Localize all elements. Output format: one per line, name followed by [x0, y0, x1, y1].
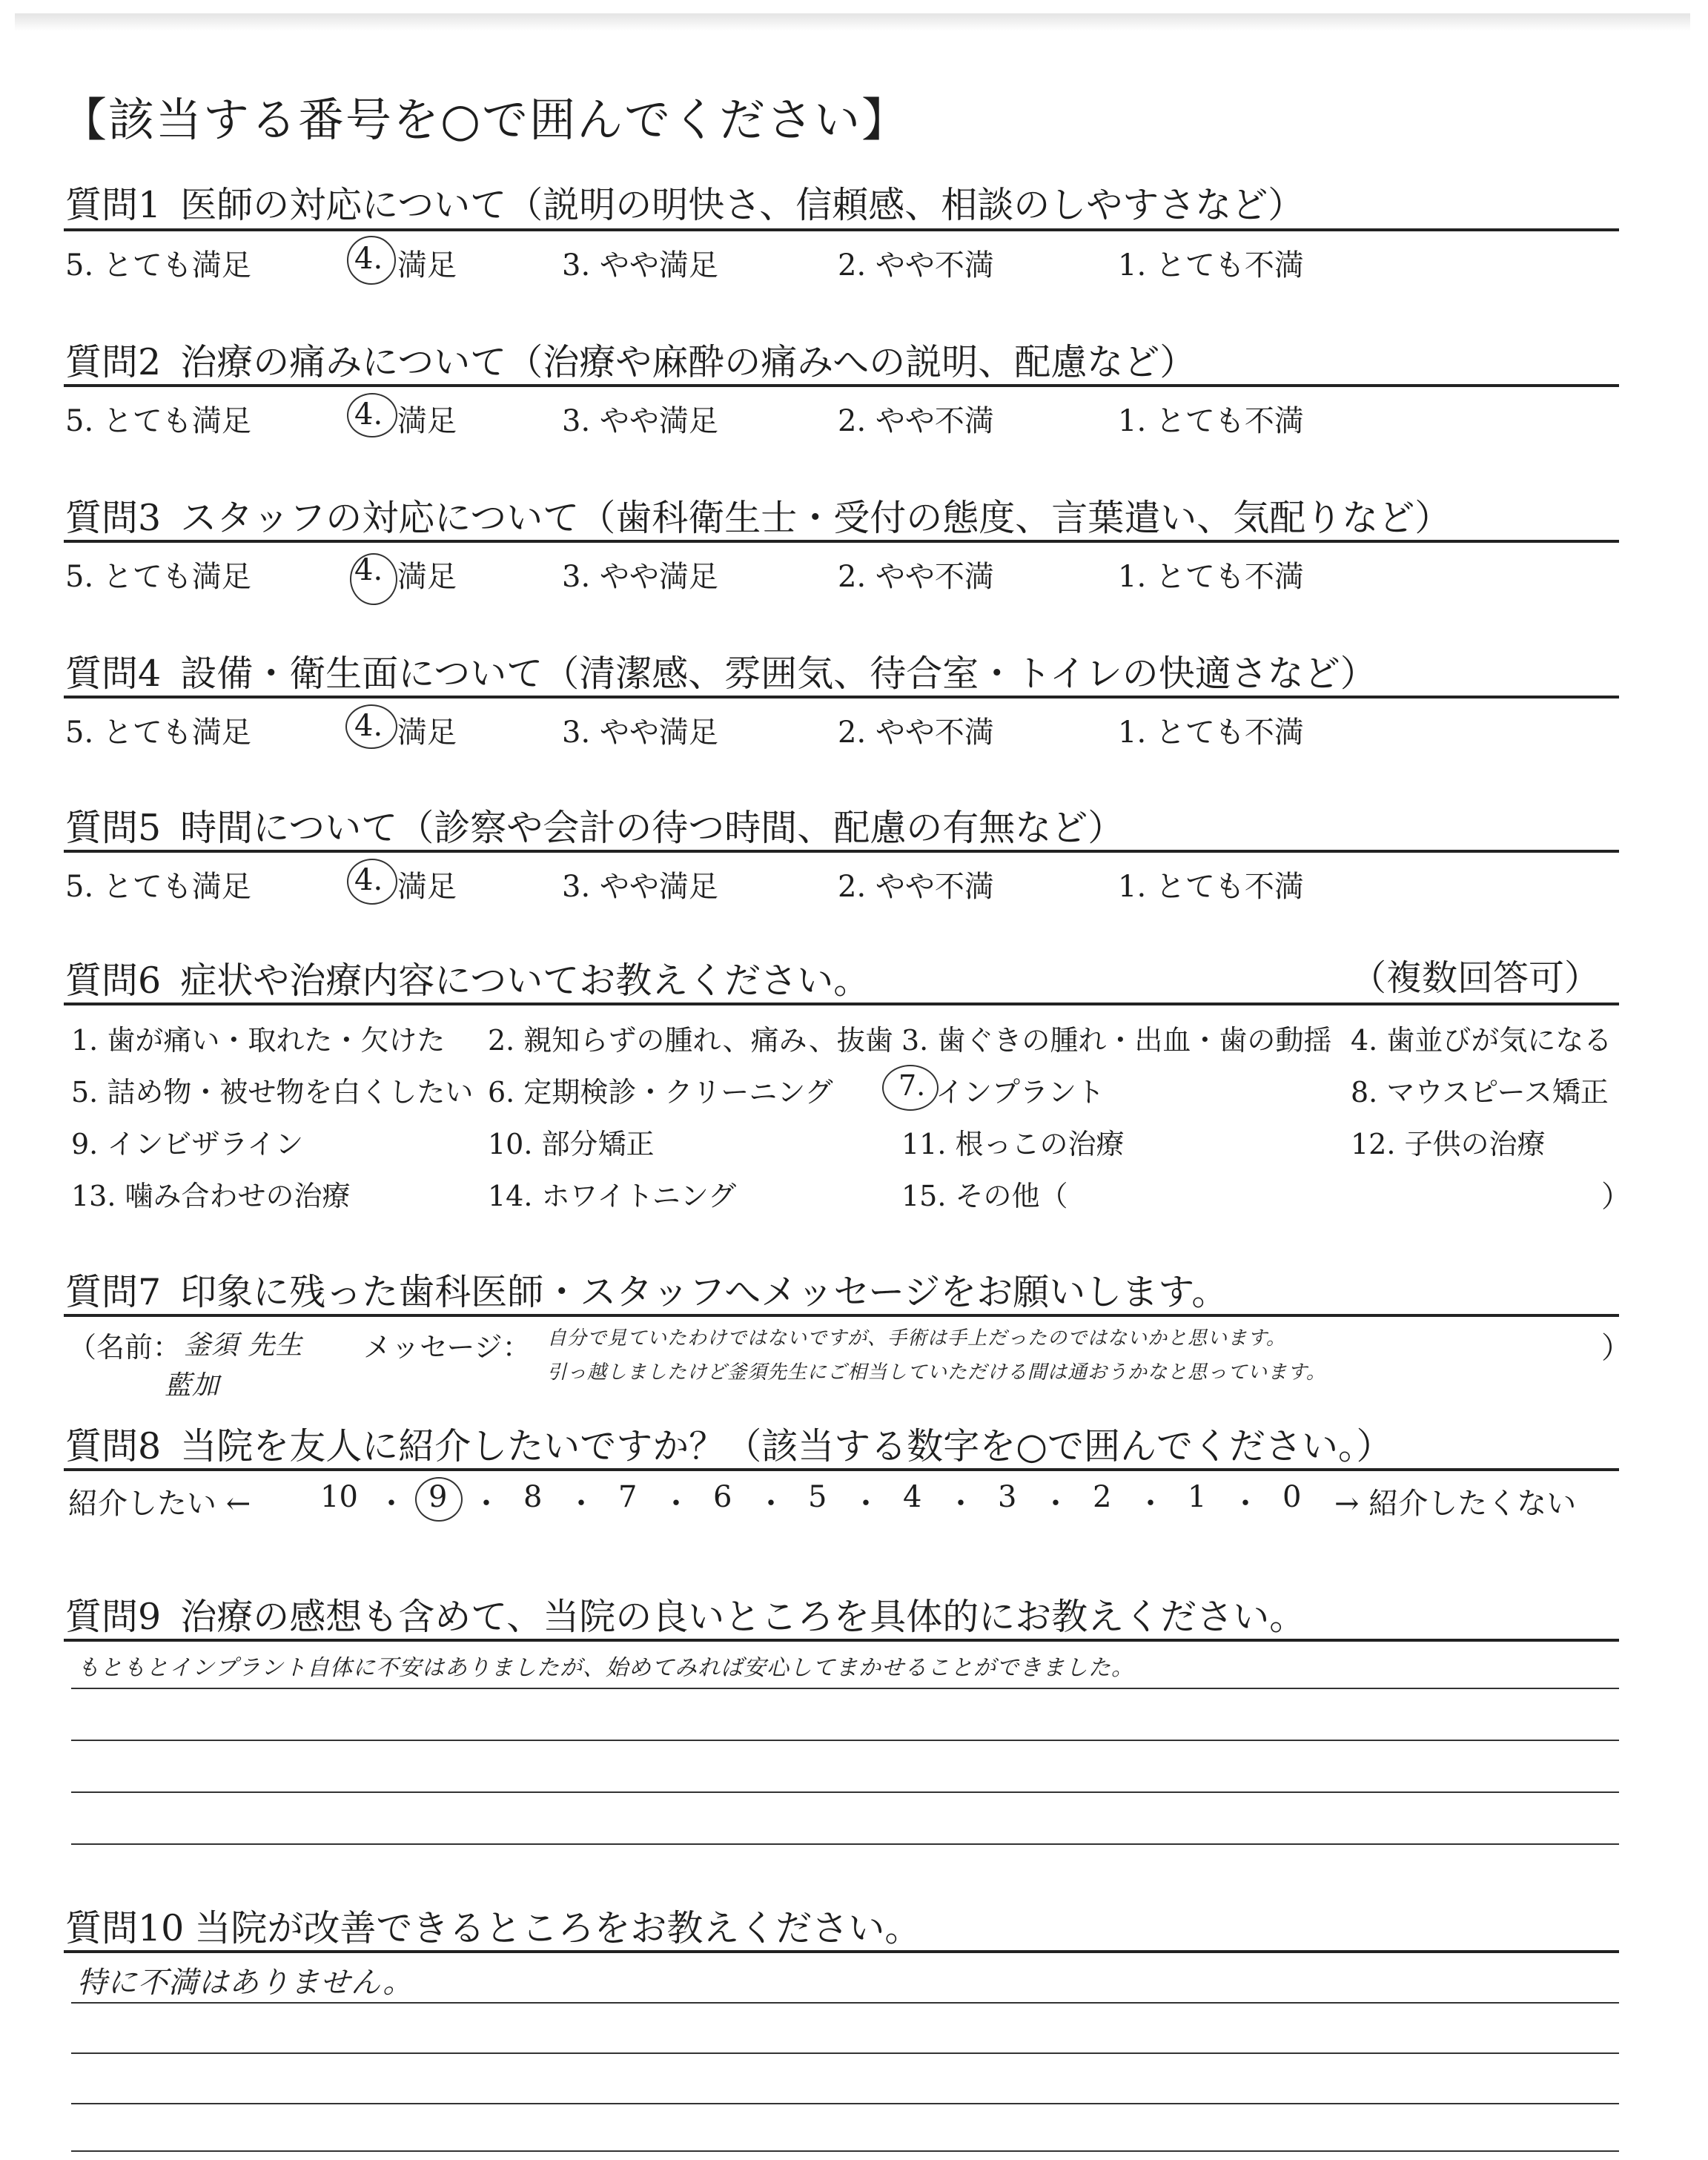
- option-3[interactable]: 3. やや満足: [562, 404, 718, 438]
- question-rule: [64, 1639, 1619, 1642]
- option-2[interactable]: 2. やや不満: [838, 404, 994, 438]
- question-text: スタッフの対応について（歯科衛生士・受付の態度、言葉遣い、気配りなど）: [180, 497, 1452, 539]
- scale-10[interactable]: 10: [320, 1480, 358, 1514]
- question-rule: [64, 1314, 1619, 1317]
- question-text: 治療の感想も含めて、当院の良いところを具体的にお教えください。: [180, 1596, 1306, 1638]
- option-3[interactable]: 3. やや満足: [562, 716, 718, 750]
- question-text: 医師の対応について（説明の明快さ、信頼感、相談のしやすさなど）: [180, 184, 1305, 226]
- choice-8[interactable]: 8. マウスピース矯正: [1351, 1076, 1609, 1109]
- answer-line: [71, 2002, 1619, 2004]
- question-10: [65, 1900, 921, 1952]
- scale-dot: ・: [377, 1487, 406, 1521]
- scale-1[interactable]: 1: [1188, 1480, 1207, 1514]
- name-label: （名前：: [68, 1331, 182, 1364]
- multiple-answers-note: （複数回答可）: [1351, 957, 1601, 999]
- question-number: 質問7: [65, 1271, 162, 1313]
- option-5[interactable]: 5. とても満足: [65, 560, 251, 594]
- scale-9[interactable]: 9: [428, 1480, 448, 1514]
- scale-dot: ・: [851, 1487, 881, 1521]
- scale-dot: ・: [946, 1487, 976, 1521]
- scale-dot: ・: [1041, 1487, 1070, 1521]
- handwritten-message-line-2: 引っ越しましたけど釜須先生にご相当していただける間は通おうかなと思っています。: [547, 1361, 1326, 1384]
- question-6: [65, 952, 870, 1004]
- question-text: 時間について（診察や会計の待つ時間、配慮の有無など）: [180, 807, 1125, 849]
- selection-circle: [347, 236, 396, 285]
- answer-line: [71, 1791, 1619, 1793]
- option-1[interactable]: 1. とても不満: [1118, 560, 1304, 594]
- question-8: [65, 1418, 1392, 1470]
- option-5[interactable]: 5. とても満足: [65, 870, 251, 904]
- question-text: 当院を友人に紹介したいですか？（該当する数字を○で囲んでください。）: [180, 1425, 1393, 1467]
- question-number: 質問3: [65, 497, 162, 539]
- option-4-number[interactable]: 4.: [354, 397, 383, 432]
- selection-circle: [415, 1477, 463, 1522]
- answer-line: [71, 1740, 1619, 1741]
- scale-dot: ・: [471, 1487, 501, 1521]
- question-number: 質問6: [65, 960, 162, 1002]
- answer-line: [71, 1688, 1619, 1689]
- question-5: [65, 799, 1124, 851]
- option-2[interactable]: 2. やや不満: [838, 870, 994, 904]
- option-4-number[interactable]: 4.: [354, 553, 383, 587]
- option-4-label[interactable]: 満足: [397, 870, 457, 904]
- question-number: 質問2: [65, 341, 162, 383]
- question-rule: [64, 1003, 1619, 1005]
- question-rule: [64, 1468, 1619, 1471]
- choice-15-close: ）: [1601, 1180, 1631, 1214]
- selection-circle: [350, 553, 397, 605]
- scale-3[interactable]: 3: [998, 1480, 1017, 1514]
- scale-dot: ・: [566, 1487, 596, 1521]
- option-5[interactable]: 5. とても満足: [65, 716, 251, 750]
- question-rule: [64, 540, 1619, 543]
- choice-7-number[interactable]: 7.: [898, 1069, 926, 1102]
- question-number: 質問9: [65, 1596, 162, 1638]
- scale-8[interactable]: 8: [523, 1480, 543, 1514]
- answer-line: [71, 2150, 1619, 2152]
- handwritten-name-2: 藍加: [165, 1370, 220, 1401]
- question-rule: [64, 1950, 1619, 1953]
- choice-9[interactable]: 9. インビザライン: [71, 1128, 304, 1160]
- scale-6[interactable]: 6: [713, 1480, 732, 1514]
- choice-14[interactable]: 14. ホワイトニング: [488, 1180, 737, 1212]
- option-3[interactable]: 3. やや満足: [562, 870, 718, 904]
- selection-circle: [347, 393, 397, 437]
- question-text: 設備・衛生面について（清潔感、雰囲気、待合室・トイレの快適さなど）: [180, 653, 1377, 695]
- scale-dot: ・: [661, 1487, 691, 1521]
- question-text: 印象に残った歯科医師・スタッフへメッセージをお願いします。: [180, 1271, 1228, 1313]
- scan-top-edge: [15, 13, 1690, 31]
- option-5[interactable]: 5. とても満足: [65, 404, 251, 438]
- choice-6[interactable]: 6. 定期検診・クリーニング: [488, 1076, 833, 1109]
- scale-0[interactable]: 0: [1282, 1480, 1302, 1514]
- scale-dot: ・: [1231, 1487, 1260, 1521]
- message-label: メッセージ：: [363, 1331, 531, 1364]
- question-7: [65, 1264, 1228, 1315]
- choice-10[interactable]: 10. 部分矯正: [488, 1128, 655, 1160]
- choice-7-label[interactable]: インプラント: [936, 1076, 1105, 1109]
- question-rule: [64, 228, 1619, 231]
- question-rule: [64, 384, 1619, 387]
- handwritten-answer-q9: もともとインプラント自体に不安はありましたが、始めてみれば安心してまかせることができました。: [77, 1655, 1134, 1681]
- choice-12[interactable]: 12. 子供の治療: [1351, 1128, 1546, 1160]
- scale-7[interactable]: 7: [618, 1480, 638, 1514]
- option-4-label[interactable]: 満足: [397, 404, 457, 438]
- choice-2[interactable]: 2. 親知らずの腫れ、痛み、抜歯: [488, 1024, 893, 1057]
- option-1[interactable]: 1. とても不満: [1118, 870, 1304, 904]
- scale-dot: ・: [756, 1487, 786, 1521]
- choice-13[interactable]: 13. 噛み合わせの治療: [71, 1180, 351, 1212]
- scale-right-label: → 紹介したくない: [1334, 1487, 1577, 1521]
- question-number: 質問10: [65, 1907, 185, 1949]
- option-2[interactable]: 2. やや不満: [838, 560, 994, 594]
- choice-4[interactable]: 4. 歯並びが気になる: [1351, 1024, 1612, 1057]
- option-1[interactable]: 1. とても不満: [1118, 716, 1304, 750]
- option-4-label[interactable]: 満足: [397, 248, 457, 283]
- question-2: [65, 334, 1196, 386]
- question-9: [65, 1588, 1305, 1640]
- selection-circle: [345, 704, 397, 749]
- scale-dot: ・: [1136, 1487, 1165, 1521]
- option-5[interactable]: 5. とても満足: [65, 248, 251, 283]
- question-number: 質問5: [65, 807, 162, 849]
- option-2[interactable]: 2. やや不満: [838, 248, 994, 283]
- choice-5[interactable]: 5. 詰め物・被せ物を白くしたい: [71, 1076, 474, 1109]
- scale-5[interactable]: 5: [808, 1480, 827, 1514]
- question-text: 症状や治療内容についてお教えください。: [180, 960, 870, 1002]
- option-3[interactable]: 3. やや満足: [562, 248, 718, 283]
- question-3: [65, 489, 1451, 541]
- choice-1[interactable]: 1. 歯が痛い・取れた・欠けた: [71, 1024, 446, 1057]
- option-4-number[interactable]: 4.: [354, 863, 383, 897]
- option-2[interactable]: 2. やや不満: [838, 716, 994, 750]
- page-title: 【該当する番号を○で囲んでください】: [61, 93, 910, 147]
- question-4: [65, 645, 1377, 697]
- answer-line: [71, 1843, 1619, 1845]
- option-4-number[interactable]: 4.: [354, 709, 383, 743]
- question-text: 当院が改善できるところをお教えください。: [194, 1907, 921, 1949]
- scale-4[interactable]: 4: [903, 1480, 922, 1514]
- choice-11[interactable]: 11. 根っこの治療: [901, 1128, 1125, 1160]
- answer-line: [71, 2052, 1619, 2054]
- choice-3[interactable]: 3. 歯ぐきの腫れ・出血・歯の動揺: [901, 1024, 1332, 1057]
- option-1[interactable]: 1. とても不満: [1118, 404, 1304, 438]
- option-4-number[interactable]: 4.: [354, 242, 383, 276]
- message-close: ）: [1601, 1331, 1631, 1365]
- handwritten-message-line-1: 自分で見ていたわけではないですが、手術は手上だったのではないかと思います。: [547, 1327, 1286, 1350]
- option-1[interactable]: 1. とても不満: [1118, 248, 1304, 283]
- question-number: 質問4: [65, 653, 162, 695]
- question-number: 質問1: [65, 184, 162, 226]
- choice-15[interactable]: 15. その他（: [901, 1180, 1068, 1212]
- option-4-label[interactable]: 満足: [397, 716, 457, 750]
- question-text: 治療の痛みについて（治療や麻酔の痛みへの説明、配慮など）: [180, 341, 1196, 383]
- question-rule: [64, 850, 1619, 853]
- handwritten-name: 釜須 先生: [184, 1330, 303, 1361]
- selection-circle: [882, 1065, 939, 1111]
- option-3[interactable]: 3. やや満足: [562, 560, 718, 594]
- question-rule: [64, 696, 1619, 698]
- question-1: [65, 176, 1304, 228]
- question-number: 質問8: [65, 1425, 162, 1467]
- scale-2[interactable]: 2: [1093, 1480, 1112, 1514]
- answer-line: [71, 2103, 1619, 2104]
- selection-circle: [347, 859, 397, 905]
- option-4-label[interactable]: 満足: [397, 560, 457, 594]
- handwritten-answer-q10: 特に不満はありません。: [77, 1966, 414, 2000]
- scale-left-label: 紹介したい ←: [68, 1487, 251, 1521]
